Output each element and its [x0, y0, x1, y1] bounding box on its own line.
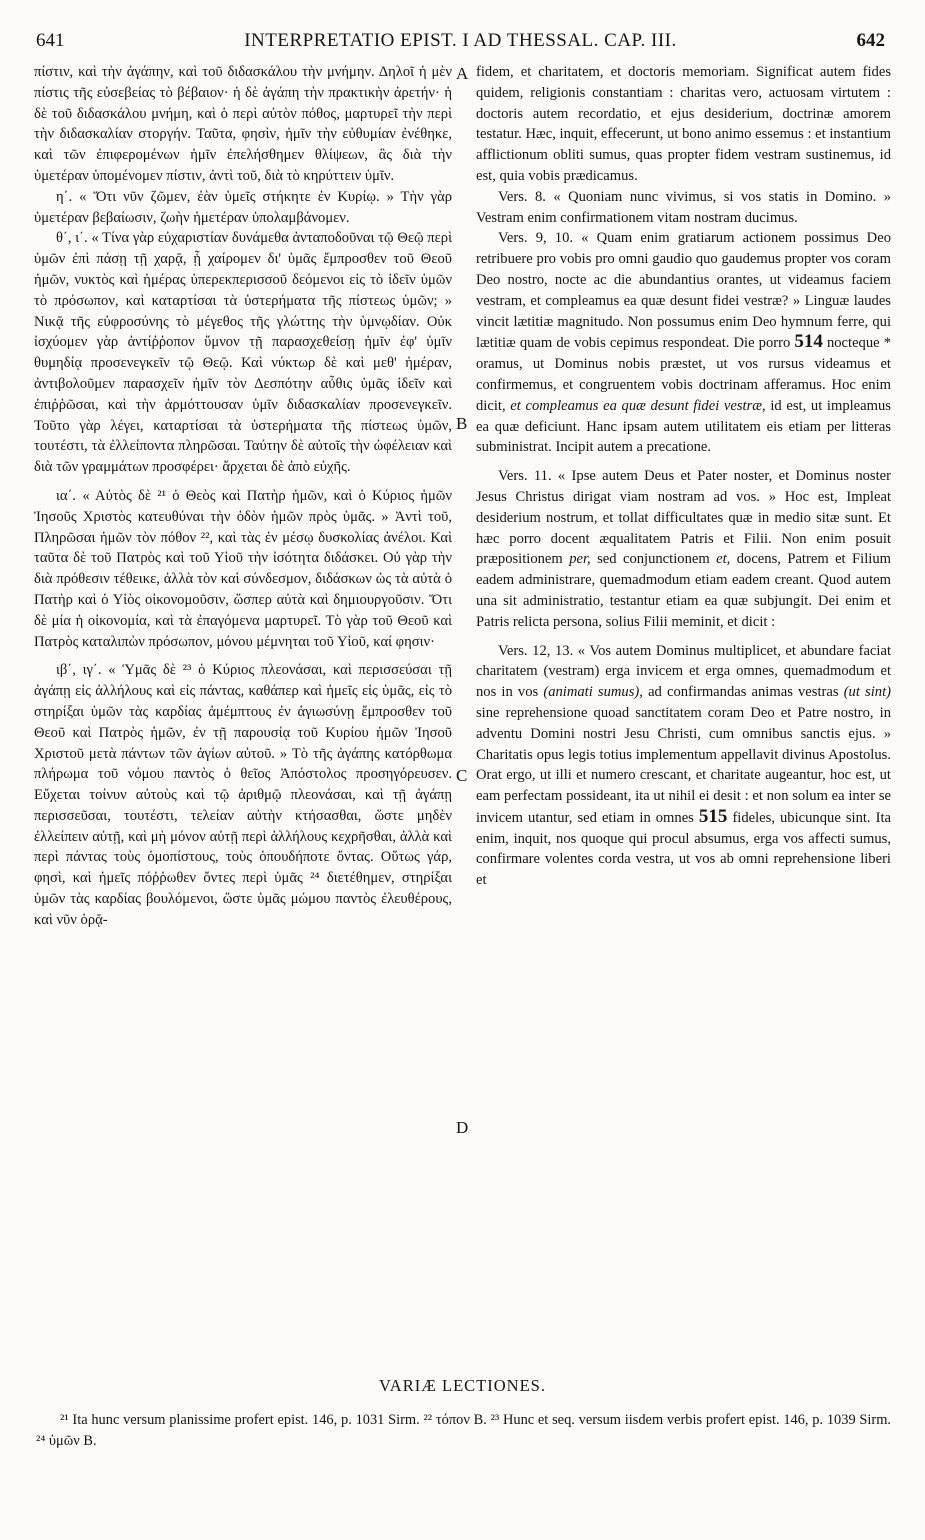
latin-paragraph: Vers. 12, 13. « Vos autem Dominus multiplicet, et abundare faciat charitatem (vestram) erga invicem et erga omnes, quemadmodum et nos in vos (animati sumus), ad confirmandas animas vestras (ut sint) sine reprehensione quoad sanctitatem coram Deo et Patre nostro, in adventu Domini nostri Jesu Christi, cum omnibus sanctis ejus. » Charitatis opus legis totius implementum appellavit divinus Apostolus. Orat ergo, ut illi et numero crescant, et charitate augeantur, hoc est, ut eam perfectam possideant, ita ut nihil ei desit : et non solum ea inter se invicem utantur, sed etiam in omnes 515 fideles, ubicunque sint. Ita enim, inquit, nos quoque qui procul absumus, erga vos affecti sumus, confirmare volentes corda vestra, ut vos ab omni reprehensione liberi et — [476, 642, 891, 889]
running-title: INTERPRETATIO EPIST. I AD THESSAL. CAP. III. — [244, 30, 677, 51]
footnote-text: ²¹ Ita hunc versum planissime profert epist. 146, p. 1031 Sirm. ²² τόπον B. ²³ Hunc et seq. versum iisdem verbis profert epist. 146, p. 1039 Sirm. ²⁴ ὑμῶν B. — [36, 1412, 891, 1449]
page-number-right: 642 — [856, 30, 885, 51]
greek-column — [34, 62, 452, 931]
running-header — [36, 30, 885, 56]
margin-letter-d: D — [456, 1118, 469, 1137]
greek-paragraph: η΄. « Ὅτι νῦν ζῶμεν, ἐὰν ὑμεῖς στήκητε ἐν Κυρίῳ. » Τὴν γὰρ ὑμετέραν βεβαίωσιν, ζωὴν ἡμετέραν ὑπολαμβάνομεν. — [34, 188, 452, 226]
page-number-left: 641 — [36, 30, 65, 51]
column-number-514: 514 — [794, 331, 823, 353]
latin-column — [476, 62, 891, 891]
latin-paragraph: Vers. 11. « Ipse autem Deus et Pater noster, et Dominus noster Jesus Christus dirigat viam nostram ad vos. » Hoc est, Impleat desiderium nostrum, et tollat difficultates quæ in medio sitæ sunt. Et hæc porro docent æqualitatem Patris et Filii. Non enim posuit præpositionem per, sed conjunctionem et, docens, Patrem et Filium eadem administrare, quemadmodum etiam eadem creant. Quod autem una sit administratio, testantur etiam ea quæ subjungit. Dei enim et Patris relicta persona, solius Filii meminit, et dicit : — [476, 468, 891, 630]
margin-letter-b: B — [456, 414, 468, 433]
footnotes — [36, 1410, 891, 1452]
latin-paragraph: Vers. 9, 10. « Quam enim gratiarum actionem possimus Deo retribuere pro vobis pro omni gaudio quo gaudemus propter vos coram Deo nostro, nocte ac die abundantius orantes, ut videamus faciem vestram, et compleamus ea quæ desunt fidei vestræ? » Linguæ laudes vincit lætitiæ magnitudo. Non possumus enim Deo hymnum ferre, qui lætitiæ quam de vobis cepimus respondeat. Die porro 514 nocteque * oramus, ut Dominus nobis præstet, ut vos rursus videamus et confirmemus, et congruentem vobis doctrinam afferamus. Hoc enim dicit, et compleamus ea quæ desunt fidei vestræ, id est, ut impleamus ea quæ deficiunt. Hanc ipsam autem utilitatem eis etiam per litteras subministrat. Incipit autem a precatione. — [476, 230, 891, 456]
variae-lectiones-heading: VARIÆ LECTIONES. — [379, 1376, 546, 1395]
latin-paragraph: Vers. 8. « Quoniam nunc vivimus, si vos statis in Domino. » Vestram enim confirmationem vitam nostram ducimus. — [476, 188, 891, 226]
column-number-515: 515 — [698, 805, 728, 827]
greek-paragraph: ια΄. « Αὐτὸς δὲ ²¹ ὁ Θεὸς καὶ Πατὴρ ἡμῶν, καὶ ὁ Κύριος ἡμῶν Ἰησοῦς Χριστὸς κατευθύναι τὴν ὁδὸν ἡμῶν πρὸς ὑμᾶς. » Ἀντὶ τοῦ, Πληρῶσαι ἡμῶν τὸν πόθον ²², καὶ τὰς ἐν μέσῳ δυσκολίας ἀνέλοι. Καὶ ταῦτα δὲ τοῦ Πατρὸς καὶ τοῦ Υἱοῦ τὴν ἰσότητα διδάσκει. Οὐ γὰρ τὴν διὰ πρόθεσιν τέθεικε, ἀλλὰ τὸν καὶ σύνδεσμον, διδάσκων ὡς τὰ αὐτὰ ὁ Πατὴρ καὶ ὁ Υἱὸς οἰκονομοῦσιν, ὥσπερ αὐτὰ καὶ δημιουργοῦσιν. Ὅτι δὲ μία ἡ οἰκονομία, καὶ τὰ ἐπαγόμενα μαρτυρεῖ. Τὸ γὰρ τοῦ Θεοῦ καὶ Πατρὸς καταλιπὼν πρόσωπον, μόνου μέμνηται τοῦ Υἱοῦ, καί φησιν· — [34, 487, 452, 650]
latin-paragraph: fidem, et charitatem, et doctoris memoriam. Significat autem fides quidem, religionis constantiam : charitas vero, actuosam virtutem : doctoris autem recordatio, et ejus desiderium, doctrinæ amorem testatur. Hæc, inquit, effecerunt, ut bono animo essemus : et instantium afflictionum obliti sumus, quas propter fidem vestram sustinemus, id est, quia vobis prædicamus. — [476, 64, 891, 184]
greek-paragraph: πίστιν, καὶ τὴν ἀγάπην, καὶ τοῦ διδασκάλου τὴν μνήμην. Δηλοῖ ἡ μὲν πίστις τῆς εὐσεβείας τὸ βέβαιον· ἡ δὲ ἀγάπη τὴν πρακτικὴν ἀρετήν· ἡ δὲ τοῦ διδασκάλου μνήμη, καὶ ὁ περὶ αὐτὸν πόθος, μαρτυρεῖ τὴν περὶ τὴν διδασκαλίαν στοργήν. Ταῦτα, φησὶν, ἡμῖν τὴν εὐθυμίαν ἐνέθηκε, καὶ τῶν ἐπιφερομένων ἡμῖν ἐπελήσθημεν θλίψεων, ἃς διὰ τὴν ὑμετέραν ὑπομένομεν πίστιν, ἀντὶ τοῦ, διὰ τὸ κηρύττειν ὑμῖν. — [34, 64, 452, 184]
margin-letter-c: C — [456, 766, 468, 785]
margin-letter-a: A — [456, 64, 469, 83]
greek-paragraph: θ΄, ι΄. « Τίνα γὰρ εὐχαριστίαν δυνάμεθα ἀνταποδοῦναι τῷ Θεῷ περὶ ὑμῶν ἐπὶ πάσῃ τῇ χαρᾷ, ᾗ χαίρομεν δι' ὑμᾶς ἔμπροσθεν τοῦ Θεοῦ ἡμῶν, νυκτὸς καὶ ἡμέρας ὑπερεκπερισσοῦ δεόμενοι εἰς τὸ ἰδεῖν ὑμῶν τὸ πρόσωπον, καὶ καταρτίσαι τὰ ὑστερήματα τῆς πίστεως ὑμῶν; » Νικᾷ τῆς εὐφροσύνης τὸ μέγεθος τῆς γλώττης τὴν ὑμνῳδίαν. Οὐκ ἰσχύομεν γὰρ ἀντίῤῥοπον ὕμνον τῇ παρασχεθείσῃ ἡμῖν ἐφ' ὑμῖν θυμηδίᾳ προσενεγκεῖν τῷ Θεῷ. Καὶ νύκτωρ δὲ καὶ μεθ' ἡμέραν, ἀντιβολοῦμεν παρασχεῖν ἡμῖν τὸν Δεσπότην αὖθις ὑμᾶς ἰδεῖν καὶ ἐπιῤῥῶσαι, καὶ τὴν ἁρμόττουσαν ὑμῖν διδασκαλίαν προσενεγκεῖν. Τοῦτο γὰρ λέγει, καταρτίσαι τὰ ὑστερήματα τῆς πίστεως ὑμῶν, τουτέστι, τὰ ἐλλείποντα πληρῶσαι. Ταύτην δὲ αὐτοῖς τὴν ὠφέλειαν καὶ διὰ τῶν γραμμάτων προσφέρει· ἄρχεται δὲ ἀπὸ εὐχῆς. — [34, 230, 452, 476]
greek-paragraph: ιβ΄, ιγ΄. « Ὑμᾶς δὲ ²³ ὁ Κύριος πλεονάσαι, καὶ περισσεύσαι τῇ ἀγάπῃ εἰς ἀλλήλους καὶ εἰς πάντας, καθάπερ καὶ ἡμεῖς εἰς ὑμᾶς, εἰς τὸ στηρίξαι ὑμῶν τὰς καρδίας ἀμέμπτους ἐν ἁγιωσύνῃ ἔμπροσθεν τοῦ Θεοῦ καὶ Πατρὸς ἡμῶν, ἐν τῇ παρουσίᾳ τοῦ Κυρίου ἡμῶν Ἰησοῦ Χριστοῦ μετὰ πάντων τῶν ἁγίων αὐτοῦ. » Τὸ τῆς ἀγάπης κατόρθωμα πλήρωμα τοῦ νόμου παντὸς ὁ θεῖος Ἀπόστολος προσηγόρευσεν. Εὔχεται τοίνυν αὐτοὺς καὶ τῷ ἀριθμῷ πλεονάσαι, καὶ τῇ ἀγάπῃ περισσεῦσαι, τουτέστι, τελείαν αὐτὴν κτήσασθαι, ὥστε μηδὲν ἐλλείπειν αὐτῇ, καὶ μὴ μόνον αὐτῇ περὶ ἀλλήλους κεχρῆσθαι, ἀλλὰ καὶ περὶ πάντας τοὺς ὁμοπίστους, τοὺς ὁπουδήποτε ὄντας. Οὕτως γάρ, φησὶ, καὶ ἡμεῖς πόῤῥωθεν ὄντες περὶ ὑμᾶς ²⁴ διετέθημεν, στηρίξαι ὑμῶν τὰς καρδίας βουλόμενοι, ὥστε ὑμᾶς μώμου παντὸς ἐλευθέρους, καὶ νῦν ὁρᾷ- — [34, 662, 452, 928]
